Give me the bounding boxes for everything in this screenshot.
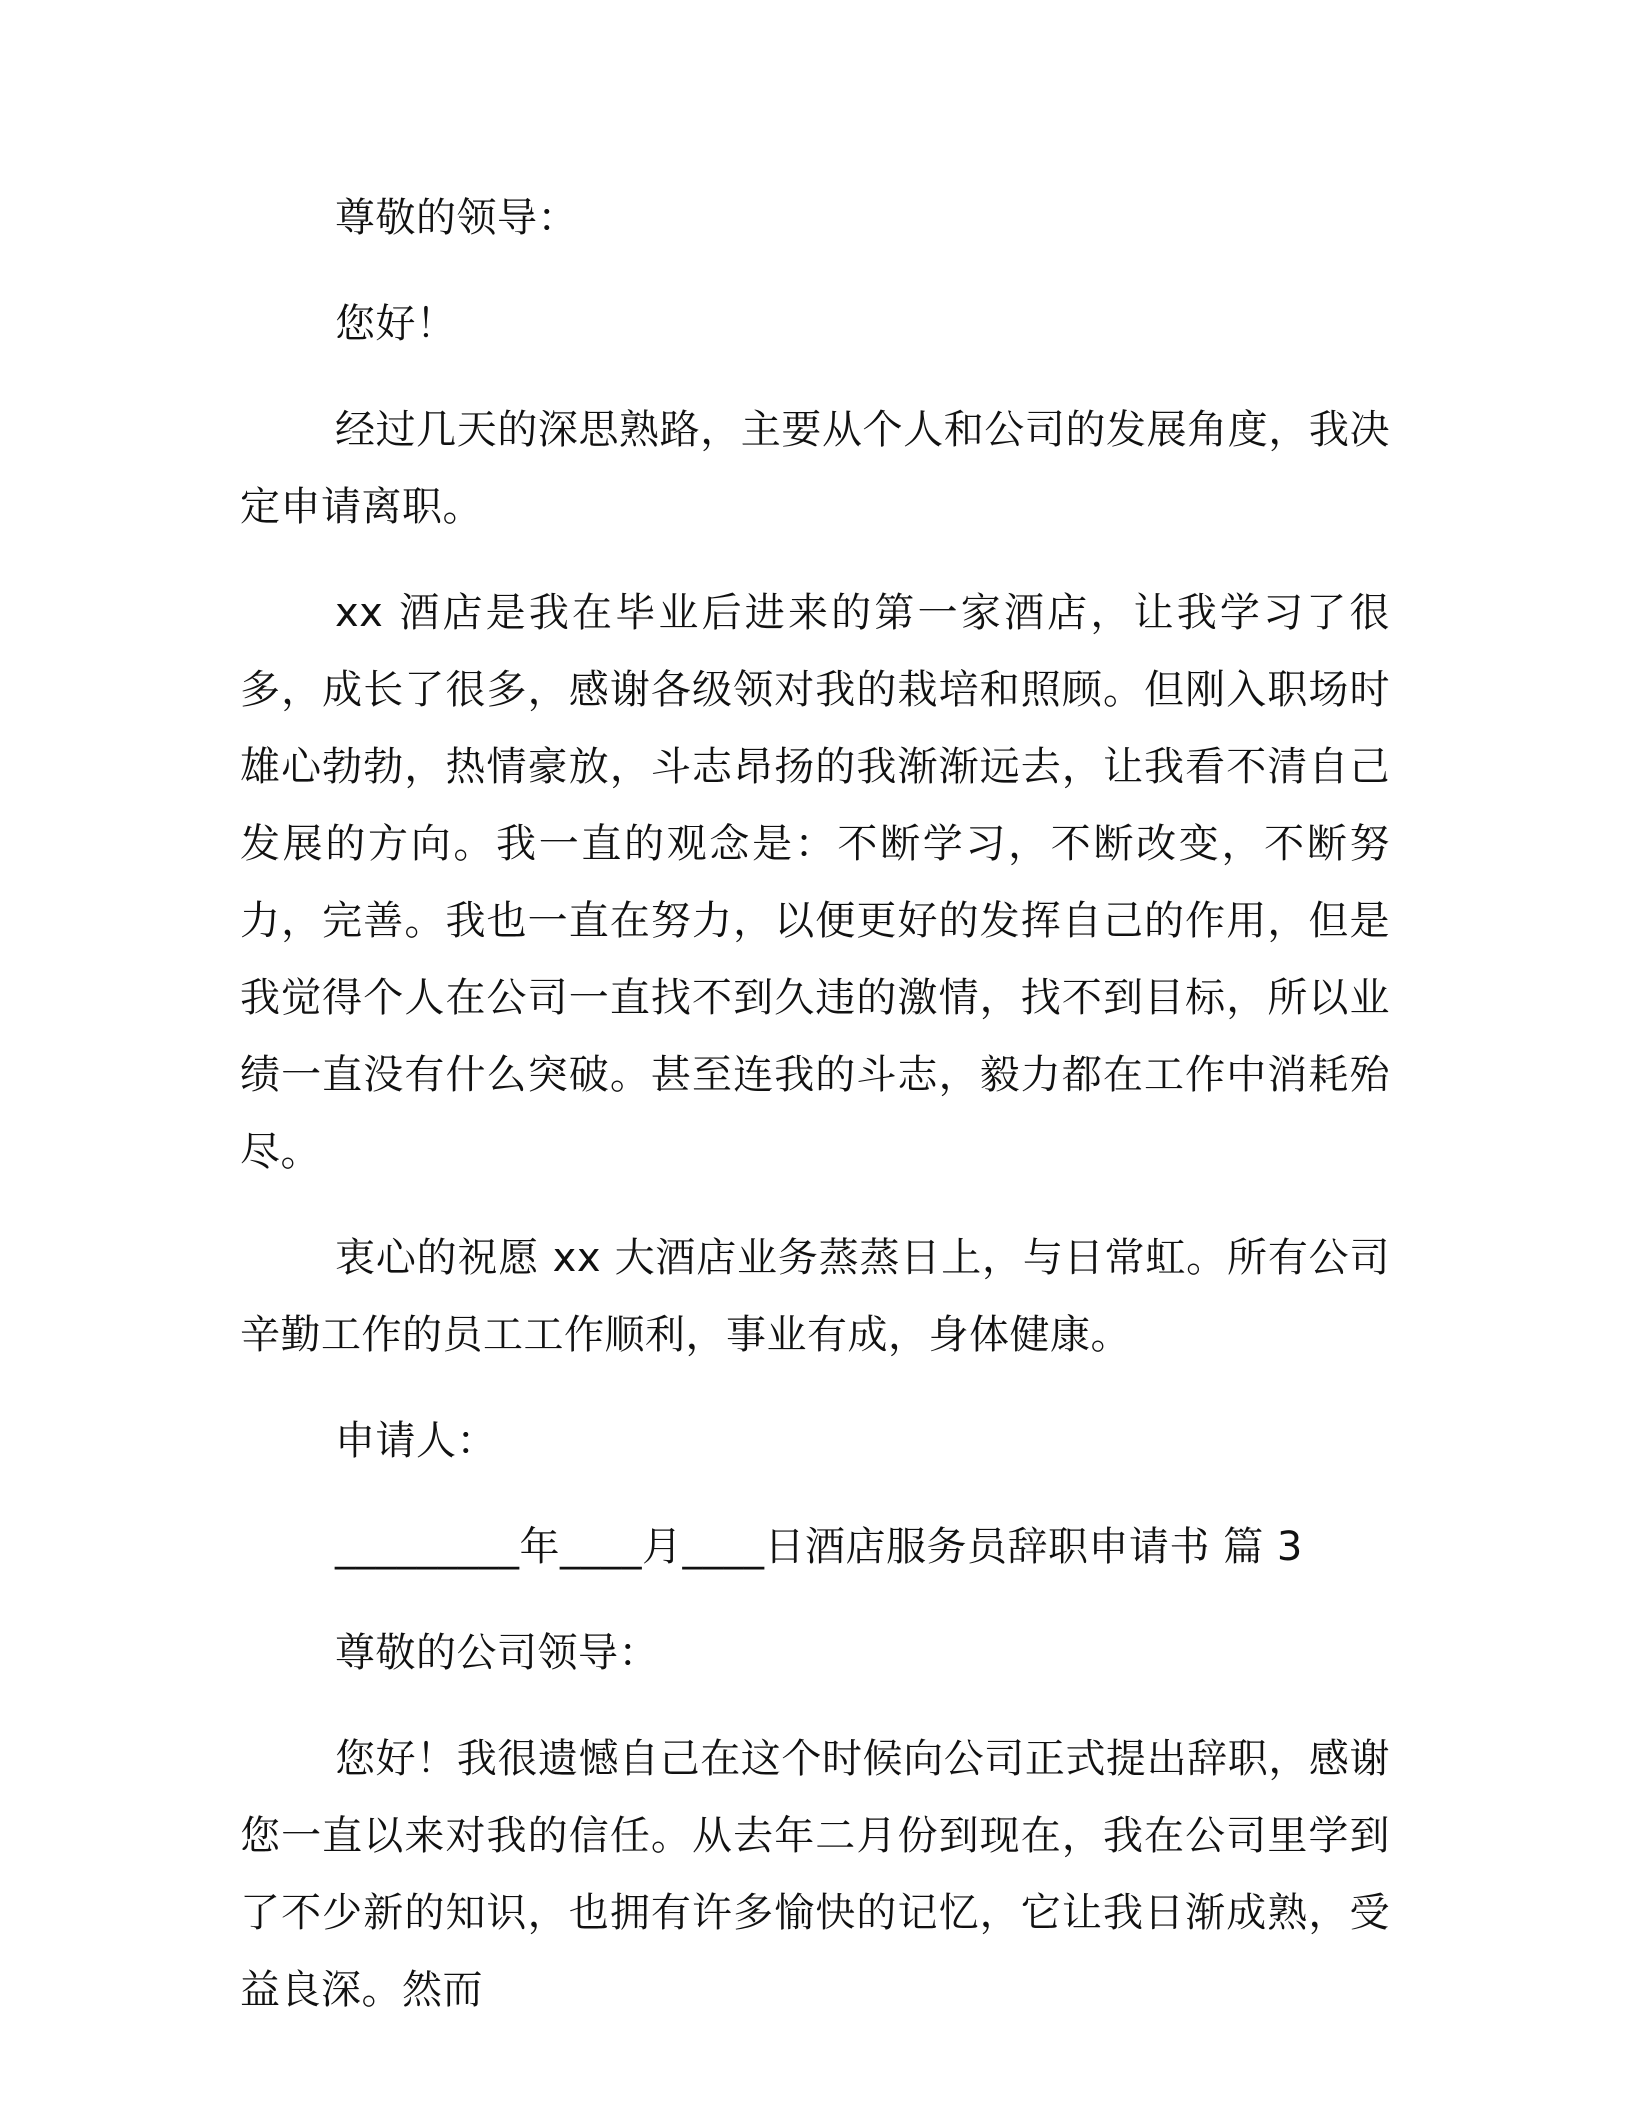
salutation: 尊敬的公司领导： [335,1630,659,1676]
body-paragraph: xx 酒店是我在毕业后进来的第一家酒店，让我学习了很多，成长了很多，感谢各级领对我的栽培和照顾。但刚入职场时雄心勃勃，热情豪放，斗志昂扬的我渐渐远去，让我看不清自己发展的方向。我一直的观念是：不断学习，不断改变，不断努力，完善。我也一直在努力，以便更好的发挥自己的作用，但是我觉得个人在公司一直找不到久违的激情，找不到目标，所以业绩一直没有什么突破。甚至连我的斗志，毅力都在工作中消耗殆尽。 [240,590,1390,1175]
closing-wishes: 衷心的祝愿 xx 大酒店业务蒸蒸日上，与日常虹。所有公司辛勤工作的员工工作顺利，事业有成，身体健康。 [240,1235,1390,1358]
body-paragraph: 经过几天的深思熟路，主要从个人和公司的发展角度，我决定申请离职。 [240,407,1390,530]
applicant-line: 申请人： [335,1418,497,1464]
document-body [240,180,1390,2029]
greeting: 您好！ [335,301,457,347]
date-and-section-title: _________年____月____日酒店服务员辞职申请书 篇 3 [335,1524,1303,1570]
salutation: 尊敬的领导： [335,195,578,241]
body-paragraph: 您好！我很遗憾自己在这个时候向公司正式提出辞职，感谢您一直以来对我的信任。从去年二月份到现在，我在公司里学到了不少新的知识，也拥有许多愉快的记忆，它让我日渐成熟，受益良深。然而 [240,1736,1390,2013]
